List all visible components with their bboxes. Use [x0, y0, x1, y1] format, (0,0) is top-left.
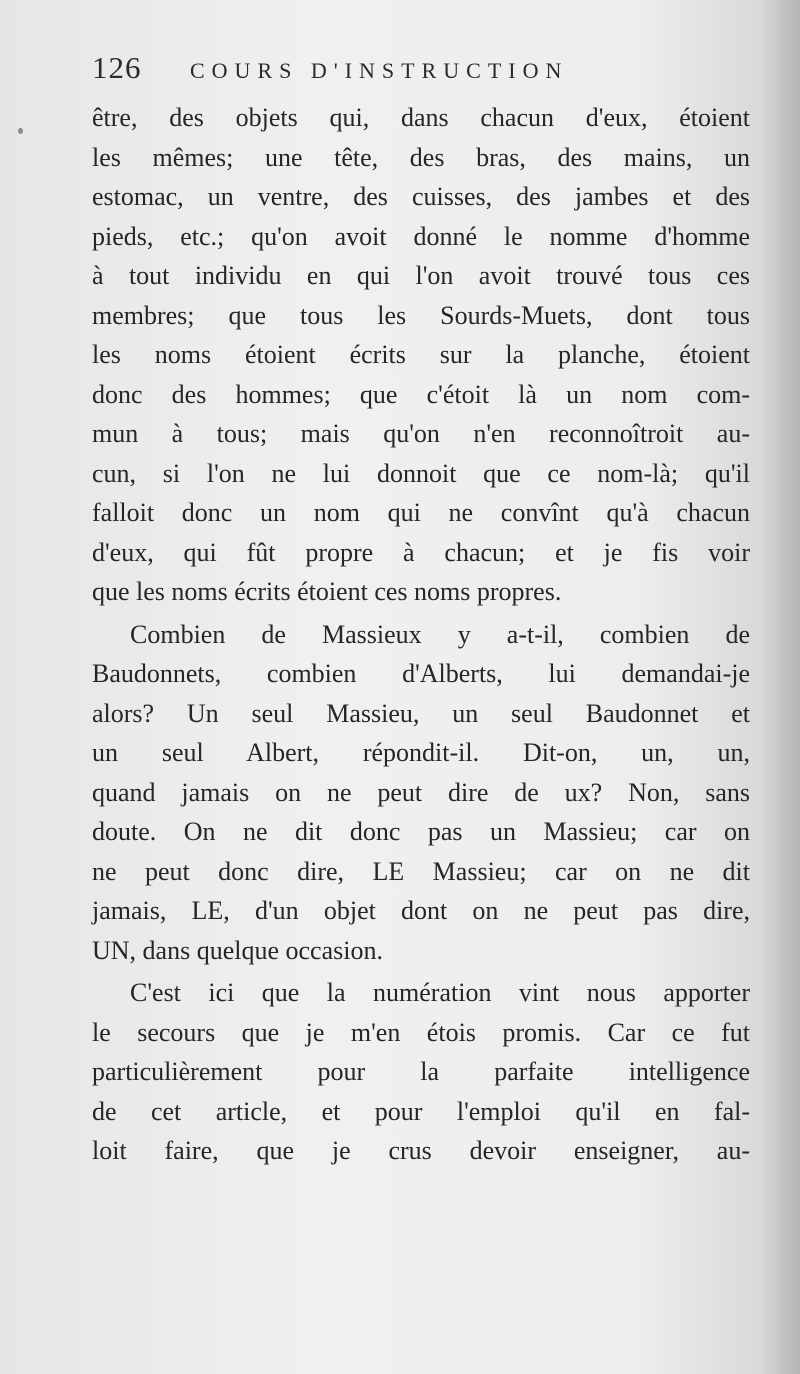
text-line: de cet article, et pour l'emploi qu'il en fal- [92, 1096, 750, 1126]
text-line: à tout individu en qui l'on avoit trouvé tous ces [92, 261, 750, 290]
running-title: COURS D'INSTRUCTION [190, 58, 569, 83]
text-line: estomac, un ventre, des cuisses, des jambes et des [92, 182, 750, 211]
text-line: falloit donc un nom qui ne convînt qu'à chacun [92, 498, 750, 527]
paragraph [92, 973, 750, 1171]
text-line: un seul Albert, répondit-il. Dit-on, un, un, [92, 738, 750, 767]
text-line: quand jamais on ne peut dire de ux? Non, sans [92, 777, 750, 807]
paragraph [92, 98, 750, 612]
text-line: Combien de Massieux y a-t-il, combien de [130, 619, 750, 649]
page-edge-shadow [760, 0, 800, 1374]
page-header [92, 50, 692, 90]
text-line: ne peut donc dire, LE Massieu; car on ne dit [92, 856, 750, 886]
text-line: alors? Un seul Massieu, un seul Baudonnet et [92, 698, 750, 728]
paper-speck [18, 128, 23, 134]
text-line: UN, dans quelque occasion. [92, 935, 383, 965]
text-line: les noms étoient écrits sur la planche, étoient [92, 340, 750, 369]
text-line: être, des objets qui, dans chacun d'eux, étoient [92, 103, 750, 132]
text-line: mun à tous; mais qu'on n'en reconnoîtroit au- [92, 419, 750, 448]
text-line: membres; que tous les Sourds-Muets, dont tous [92, 300, 750, 330]
text-line: que les noms écrits étoient ces noms propres. [92, 577, 562, 606]
text-line: doute. On ne dit donc pas un Massieu; car on [92, 817, 750, 846]
text-line: jamais, LE, d'un objet dont on ne peut pas dire, [92, 896, 750, 925]
text-line: particulièrement pour la parfaite intelligence [92, 1057, 750, 1086]
paragraph [92, 615, 750, 971]
text-line: cun, si l'on ne lui donnoit que ce nom-là; qu'il [92, 458, 750, 488]
text-line: C'est ici que la numération vint nous apporter [130, 978, 750, 1007]
text-line: donc des hommes; que c'étoit là un nom com- [92, 379, 750, 409]
text-line: les mêmes; une tête, des bras, des mains, un [92, 142, 750, 172]
page-number: 126 [92, 50, 142, 85]
text-line: pieds, etc.; qu'on avoit donné le nomme d'homme [92, 221, 750, 251]
text-line: loit faire, que je crus devoir enseigner, au- [92, 1136, 750, 1165]
text-line: Baudonnets, combien d'Alberts, lui demandai-je [92, 659, 750, 688]
text-line: d'eux, qui fût propre à chacun; et je fis voir [92, 537, 750, 567]
text-line: le secours que je m'en étois promis. Car ce fut [92, 1017, 750, 1047]
body-text [92, 98, 750, 1171]
